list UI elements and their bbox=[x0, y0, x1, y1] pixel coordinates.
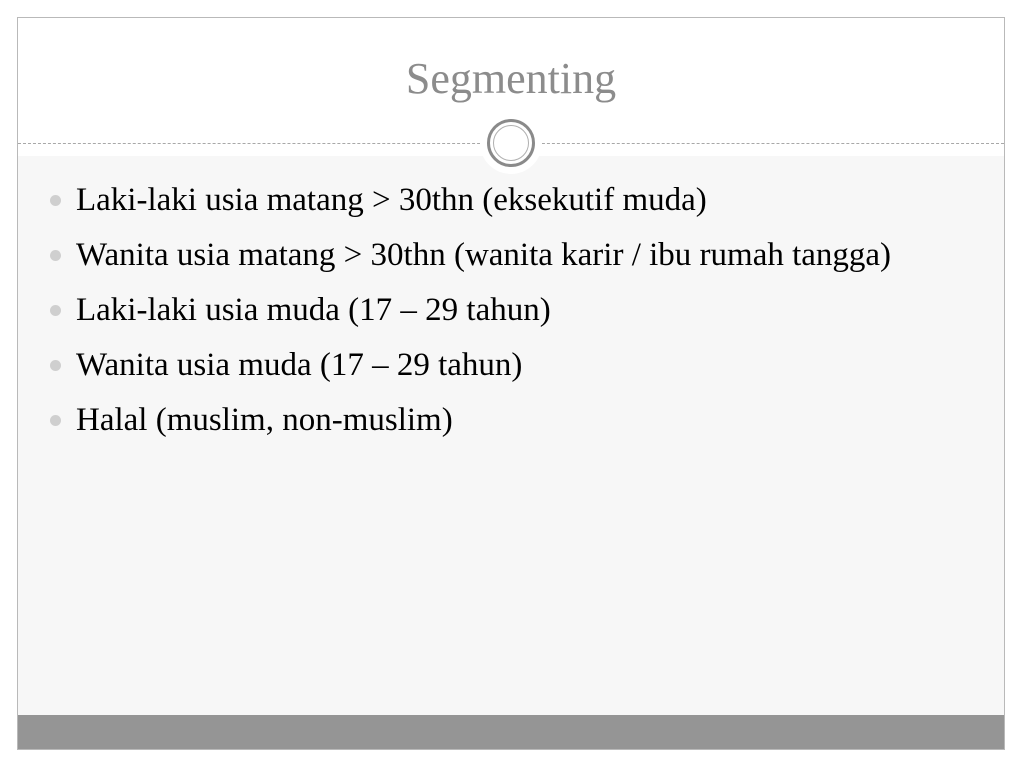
bullet-item bbox=[48, 343, 928, 387]
bullet-text: Halal (muslim, non-muslim) bbox=[76, 402, 453, 438]
ring-icon bbox=[487, 119, 535, 167]
bullet-list bbox=[48, 178, 928, 453]
bullet-item bbox=[48, 233, 928, 277]
circle-ornament-icon bbox=[480, 112, 542, 174]
bullet-dot-icon bbox=[50, 195, 61, 206]
bullet-text: Wanita usia muda (17 – 29 tahun) bbox=[76, 347, 523, 383]
bullet-dot-icon bbox=[50, 415, 61, 426]
bullet-item bbox=[48, 178, 928, 222]
slide bbox=[17, 17, 1005, 750]
bullet-item bbox=[48, 288, 928, 332]
bullet-dot-icon bbox=[50, 305, 61, 316]
bullet-item bbox=[48, 398, 928, 442]
bullet-text: Wanita usia matang > 30thn (wanita karir / ibu rumah tangga) bbox=[76, 237, 892, 273]
bullet-text: Laki-laki usia matang > 30thn (eksekutif muda) bbox=[76, 182, 707, 218]
footer-bar bbox=[18, 715, 1004, 749]
bullet-dot-icon bbox=[50, 360, 61, 371]
bullet-text: Laki-laki usia muda (17 – 29 tahun) bbox=[76, 292, 551, 328]
slide-title: Segmenting bbox=[405, 54, 617, 103]
bullet-dot-icon bbox=[50, 250, 61, 261]
